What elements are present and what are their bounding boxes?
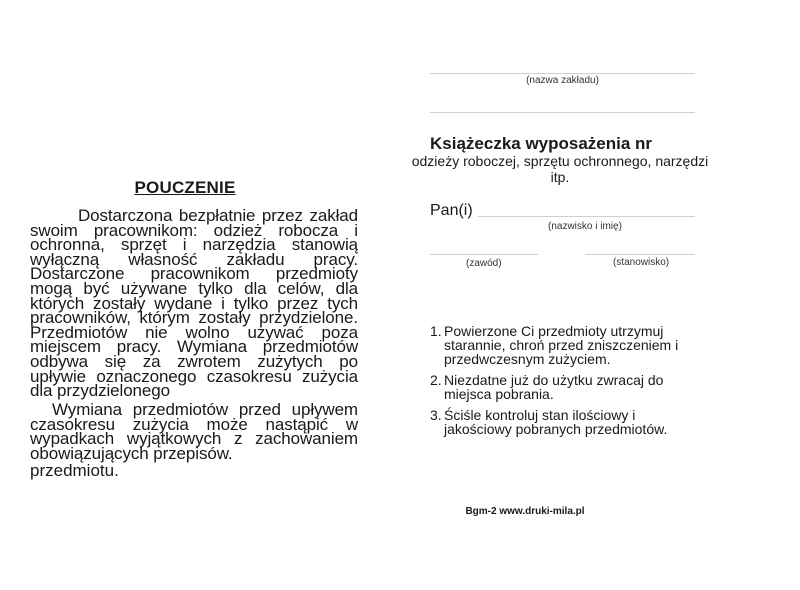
name-label: (nazwisko i imię): [548, 221, 622, 232]
name-line[interactable]: [478, 216, 695, 217]
booklet-heading: Książeczka wyposażenia nr: [430, 134, 653, 153]
instruction-number: 3.: [430, 407, 442, 423]
company-name-line[interactable]: [430, 73, 695, 74]
position-line[interactable]: [585, 254, 695, 255]
instruction-item-2: [430, 373, 680, 401]
profession-line[interactable]: [430, 254, 538, 255]
booklet-subtitle: odzieży roboczej, sprzętu ochronnego, narzędzi itp.: [411, 153, 709, 185]
instruction-text: Niezdatne już do użytku zwracaj do miejsca pobrania.: [444, 372, 664, 402]
instruction-text: Ściśle kontroluj stan ilościowy i jakościowy pobranych przedmiotów.: [444, 407, 668, 437]
company-name-label: (nazwa zakładu): [526, 75, 599, 86]
profession-label: (zawód): [466, 258, 502, 269]
form-footer: Bgm-2 www.druki-mila.pl: [465, 506, 585, 517]
pan-label: Pan(i): [430, 202, 473, 219]
instruction-number: 1.: [430, 323, 442, 339]
instruction-item-1: [430, 324, 685, 366]
position-label: (stanowisko): [613, 257, 670, 268]
instructions-title: POUCZENIE: [134, 178, 236, 197]
company-name-line-2[interactable]: [430, 112, 695, 113]
instructions-paragraph-1: Dostarczona bezpłatnie przez zakład swoim pracownikom: odzież robocza i ochronna, sprzęt i narzędzia stanowią wyłączną własność zakładu pracy. Dostarczone pracownikom przedmioty mogą być używane tylko dla celów, dla których zostały wydane i tylko przez tych pracowników, którym zostały przydzielone. Przedmiotów nie wolno używać poza miejscem pracy. Wymiana przedmiotów odbywa się za zwrotem zużytych po upływie oznaczonego czasokresu zużycia dla przydzielonego: [30, 206, 358, 401]
instruction-text: Powierzone Ci przedmioty utrzymuj starannie, chroń przed zniszczeniem i przedwczesnym zużyciem.: [444, 323, 679, 367]
instruction-number: 2.: [430, 372, 442, 388]
instructions-paragraph-2: Wymiana przedmiotów przed upływem czasokresu zużycia może nastąpić w wypadkach wyjątkowych z zachowaniem obowiązujących przepisów.: [30, 400, 358, 463]
instructions-paragraph-3: przedmiotu.: [30, 461, 119, 480]
instruction-item-3: [430, 408, 682, 436]
